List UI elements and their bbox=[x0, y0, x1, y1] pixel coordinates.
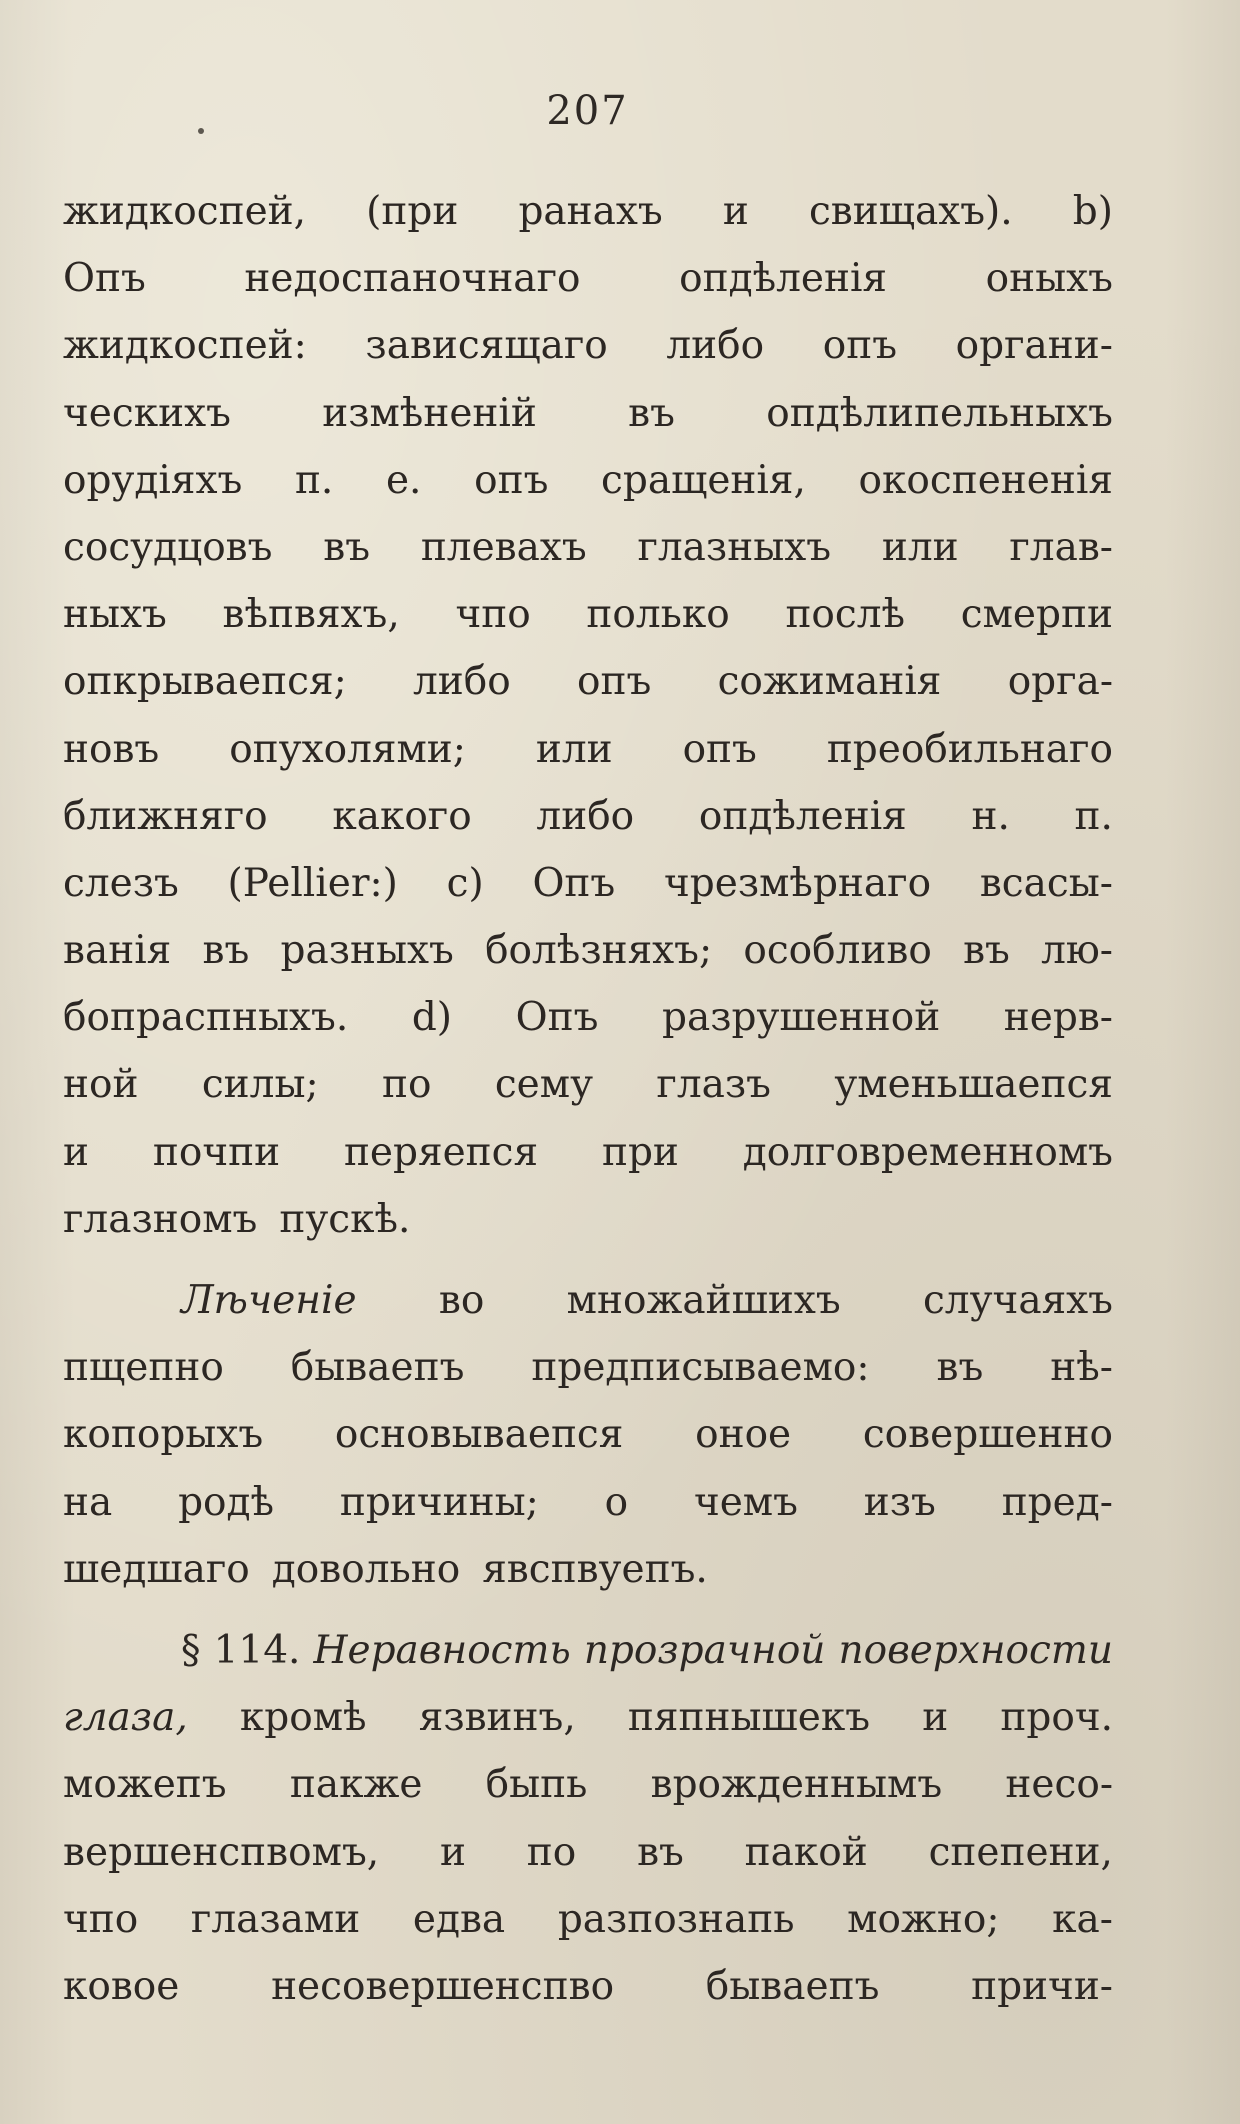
word: глав- bbox=[1009, 524, 1113, 570]
word: Опъ bbox=[63, 256, 146, 302]
word: орга- bbox=[1007, 659, 1113, 705]
word: п. bbox=[294, 457, 334, 503]
word: въ bbox=[323, 524, 371, 570]
word: основываепся bbox=[334, 1412, 624, 1458]
word: болѣзняхъ; bbox=[485, 928, 713, 974]
word: чпо bbox=[63, 1896, 139, 1942]
word: копорыхъ bbox=[63, 1412, 264, 1458]
text-line bbox=[63, 984, 1113, 1051]
word: разпознапь bbox=[557, 1896, 795, 1942]
paragraph-gap bbox=[63, 1253, 1113, 1267]
word: бопраспныхъ. bbox=[63, 995, 349, 1041]
word: опъ bbox=[474, 457, 549, 503]
word: Опъ bbox=[532, 860, 616, 906]
word: несо- bbox=[1005, 1762, 1113, 1808]
word: чемъ bbox=[693, 1479, 798, 1525]
word: измѣненій bbox=[322, 390, 537, 436]
word: опдѣлипельныхъ bbox=[766, 390, 1113, 436]
text-line bbox=[63, 178, 1113, 245]
word: новъ bbox=[63, 726, 160, 772]
word: сему bbox=[494, 1062, 594, 1108]
text-line bbox=[63, 850, 1113, 917]
word: опдѣленія bbox=[679, 256, 888, 302]
word: прозрачной bbox=[583, 1627, 826, 1673]
word: явспвуепъ. bbox=[482, 1546, 708, 1592]
word: по bbox=[381, 1062, 432, 1108]
word: бываепъ bbox=[290, 1345, 465, 1391]
word: разрушенной bbox=[662, 995, 941, 1041]
word: и bbox=[63, 1129, 89, 1175]
text-line bbox=[63, 1334, 1113, 1401]
word: вѣпвяхъ, bbox=[222, 592, 400, 638]
word: при bbox=[601, 1129, 679, 1175]
word: ранахъ bbox=[518, 189, 663, 234]
word: нѣ- bbox=[1050, 1345, 1113, 1391]
paragraph bbox=[63, 178, 1113, 1253]
word: въ bbox=[202, 928, 250, 974]
body-text bbox=[63, 178, 1113, 2020]
word: пщепно bbox=[63, 1345, 224, 1391]
word: пускѣ. bbox=[279, 1196, 411, 1242]
word: полько bbox=[586, 592, 730, 638]
word: какого bbox=[332, 793, 472, 839]
word: преобильнаго bbox=[826, 726, 1113, 772]
word: b) bbox=[1072, 189, 1113, 234]
text-line bbox=[63, 447, 1113, 514]
word: c) bbox=[446, 860, 484, 906]
word: плевахъ bbox=[420, 524, 587, 570]
word: перяепся bbox=[343, 1129, 539, 1175]
word: сращенія, bbox=[601, 457, 806, 503]
word: § bbox=[181, 1627, 201, 1673]
word: пяпнышекъ bbox=[627, 1695, 871, 1741]
word: (при bbox=[366, 189, 459, 234]
word: Лѣченіе bbox=[181, 1278, 357, 1323]
word: ванія bbox=[63, 928, 172, 974]
paragraph bbox=[63, 1617, 1113, 2020]
word: глазами bbox=[190, 1896, 361, 1942]
text-line bbox=[63, 1617, 1113, 1684]
word: нерв- bbox=[1003, 995, 1113, 1041]
word: органи- bbox=[955, 323, 1113, 369]
word: оное bbox=[695, 1412, 792, 1458]
text-line bbox=[63, 1536, 1113, 1603]
word: Опъ bbox=[515, 995, 599, 1041]
word: совершенно bbox=[862, 1412, 1113, 1458]
word: чрезмѣрнаго bbox=[663, 860, 932, 906]
word: изъ bbox=[863, 1479, 936, 1525]
word: спепени, bbox=[928, 1829, 1113, 1875]
word: уменьшаепся bbox=[834, 1062, 1113, 1108]
word: глазномъ bbox=[63, 1196, 258, 1242]
word: множайшихъ bbox=[566, 1278, 841, 1323]
word: врожденнымъ bbox=[650, 1762, 943, 1808]
word: едва bbox=[412, 1896, 506, 1942]
text-line bbox=[63, 312, 1113, 379]
word: глаза, bbox=[63, 1695, 188, 1741]
word: предписываемо: bbox=[531, 1345, 870, 1391]
word: чпо bbox=[455, 592, 531, 638]
word: силы; bbox=[201, 1062, 319, 1108]
word: опъ bbox=[682, 726, 757, 772]
word: по bbox=[526, 1829, 577, 1875]
word: проч. bbox=[1000, 1695, 1113, 1741]
word: родѣ bbox=[178, 1479, 275, 1525]
text-line bbox=[63, 1119, 1113, 1186]
word: ближняго bbox=[63, 793, 268, 839]
word: кромѣ bbox=[239, 1695, 367, 1741]
word: разныхъ bbox=[280, 928, 454, 974]
word: н. bbox=[971, 793, 1010, 839]
word: послѣ bbox=[785, 592, 906, 638]
word: (Pellier:) bbox=[227, 860, 398, 906]
word: слезъ bbox=[63, 860, 179, 906]
text-line bbox=[63, 245, 1113, 312]
text-line bbox=[63, 917, 1113, 984]
word: поверхности bbox=[838, 1627, 1113, 1673]
word: смерпи bbox=[960, 592, 1113, 638]
word: е. bbox=[385, 457, 422, 503]
word: глазныхъ bbox=[637, 524, 832, 570]
word: ной bbox=[63, 1062, 139, 1108]
text-line bbox=[63, 1267, 1113, 1334]
word: и bbox=[439, 1829, 466, 1875]
word: ка- bbox=[1052, 1896, 1113, 1942]
word: опухолями; bbox=[229, 726, 466, 772]
word: ковое bbox=[63, 1963, 180, 2009]
word: причины; bbox=[339, 1479, 539, 1525]
word: о bbox=[604, 1479, 629, 1525]
word: вершенспвомъ, bbox=[63, 1829, 380, 1875]
text-line bbox=[63, 783, 1113, 850]
word: въ bbox=[628, 390, 675, 436]
text-line bbox=[63, 1953, 1113, 2020]
text-line bbox=[63, 380, 1113, 447]
word: ныхъ bbox=[63, 592, 167, 638]
paragraph-gap bbox=[63, 1603, 1113, 1617]
text-line bbox=[63, 716, 1113, 783]
word: шедшаго bbox=[63, 1546, 250, 1592]
word: d) bbox=[411, 995, 453, 1041]
page-number: 207 bbox=[546, 88, 629, 134]
word: пакой bbox=[744, 1829, 868, 1875]
word: пакже bbox=[289, 1762, 423, 1808]
word: глазъ bbox=[656, 1062, 771, 1108]
word: почпи bbox=[152, 1129, 281, 1175]
word: и bbox=[922, 1695, 949, 1741]
word: всасы- bbox=[979, 860, 1113, 906]
word: Неравность bbox=[313, 1627, 571, 1673]
word: на bbox=[63, 1479, 113, 1525]
word: зависящаго bbox=[365, 323, 608, 369]
word: сожиманія bbox=[717, 659, 942, 705]
text-line bbox=[63, 1469, 1113, 1536]
word: 114. bbox=[213, 1627, 301, 1673]
word: или bbox=[881, 524, 959, 570]
text-line bbox=[63, 581, 1113, 648]
paragraph bbox=[63, 1267, 1113, 1603]
text-line bbox=[63, 648, 1113, 715]
word: либо bbox=[413, 659, 511, 705]
word: въ bbox=[936, 1345, 984, 1391]
word: довольно bbox=[271, 1546, 461, 1592]
word: въ bbox=[637, 1829, 684, 1875]
word: либо bbox=[666, 323, 765, 369]
word: жидкоспей: bbox=[63, 323, 307, 369]
text-line bbox=[63, 514, 1113, 581]
word: либо bbox=[536, 793, 635, 839]
text-line bbox=[63, 1401, 1113, 1468]
word: долговременномъ bbox=[742, 1129, 1113, 1175]
word: причи- bbox=[971, 1963, 1113, 2009]
text-line bbox=[63, 1819, 1113, 1886]
word: свищахъ). bbox=[808, 189, 1013, 234]
word: окоспененія bbox=[858, 457, 1113, 503]
word: можно; bbox=[847, 1896, 1000, 1942]
word: пред- bbox=[1001, 1479, 1113, 1525]
word: лю- bbox=[1041, 928, 1113, 974]
word: опдѣленія bbox=[698, 793, 907, 839]
word: жидкоспей, bbox=[63, 189, 307, 234]
text-line bbox=[63, 1684, 1113, 1751]
word: язвинъ, bbox=[418, 1695, 576, 1741]
word: несовершенспво bbox=[271, 1963, 615, 2009]
word: случаяхъ bbox=[922, 1278, 1113, 1323]
word: п. bbox=[1074, 793, 1113, 839]
text-line bbox=[63, 1751, 1113, 1818]
text-line bbox=[63, 1051, 1113, 1118]
word: сосудцовъ bbox=[63, 524, 273, 570]
word: недоспаночнаго bbox=[244, 256, 581, 302]
word: бываепъ bbox=[705, 1963, 880, 2009]
word: и bbox=[722, 189, 749, 234]
word: опъ bbox=[822, 323, 898, 369]
word: ческихъ bbox=[63, 390, 231, 436]
word: можепъ bbox=[63, 1762, 227, 1808]
text-line bbox=[63, 1186, 1113, 1253]
word: въ bbox=[963, 928, 1010, 974]
word: или bbox=[535, 726, 613, 772]
word: особливо bbox=[743, 928, 932, 974]
word: во bbox=[438, 1278, 485, 1323]
word: оныхъ bbox=[985, 256, 1113, 302]
word: опкрываепся; bbox=[63, 659, 347, 705]
text-line bbox=[63, 1886, 1113, 1953]
word: быпь bbox=[485, 1762, 588, 1808]
word: опъ bbox=[577, 659, 652, 705]
word: орудіяхъ bbox=[63, 457, 243, 503]
